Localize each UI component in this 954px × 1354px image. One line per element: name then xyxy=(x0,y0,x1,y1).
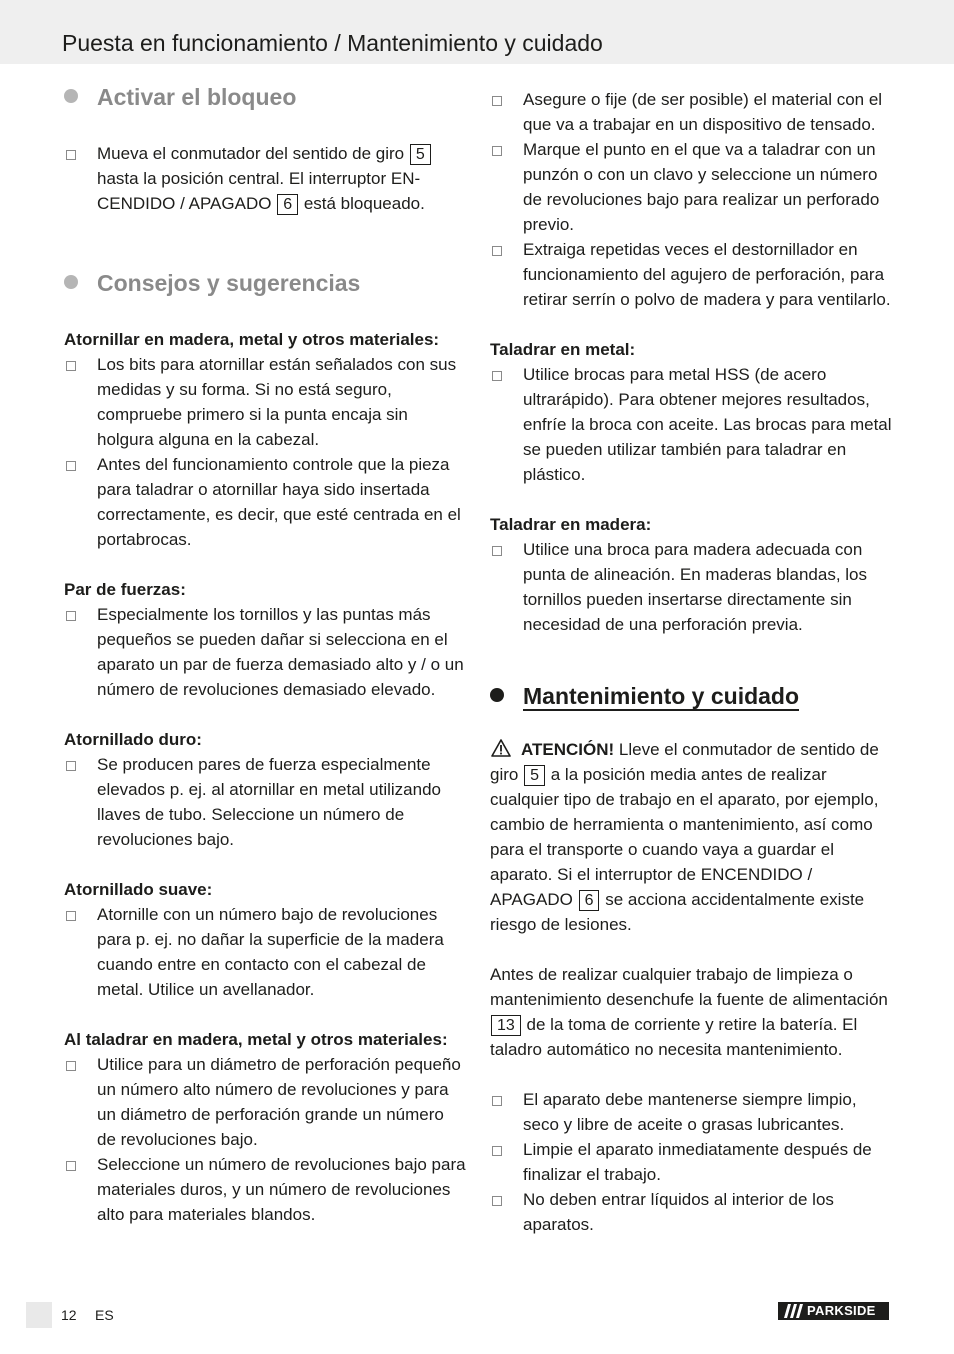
list-item: Utilice una broca para madera adecuada con punta de alineación. En maderas blandas, los tornillos pueden insertarse directamente sin necesidad de una perforación previa. xyxy=(490,537,892,637)
section-heading-lock: Activar el bloqueo xyxy=(64,80,466,114)
list-item: Los bits para atornillar están señalados con sus medidas y su forma. Si no está seguro, compruebe primero si la punta encaja sin holgura alguna en la cabezal. xyxy=(64,352,466,452)
checkbox-bullet-icon xyxy=(492,371,502,381)
checkbox-bullet-icon xyxy=(66,361,76,371)
bullet-dot-icon xyxy=(490,688,504,702)
checkbox-bullet-icon xyxy=(66,911,76,921)
subheading: Atornillar en madera, metal y otros materiales: xyxy=(64,330,440,349)
subheading: Taladrar en madera: xyxy=(490,515,652,534)
hard-list xyxy=(64,752,466,852)
list-item: Extraiga repetidas veces el destornillador en funcionamiento del agujero de perforación, para retirar serrín o polvo de madera y para ventilarlo. xyxy=(490,237,892,312)
list-item: Se producen pares de fuerza especialmente elevados p. ej. al atornillar en metal utilizando llaves de tubo. Seleccione un número de revoluciones bajo. xyxy=(64,752,466,852)
list-item: No deben entrar líquidos al interior de los aparatos. xyxy=(490,1187,892,1237)
list-item: Utilice para un diámetro de perforación pequeño un número alto número de revoluciones y para un diámetro de perforación grande un número de revoluciones bajo. xyxy=(64,1052,466,1152)
screw-wood-list xyxy=(64,352,466,552)
checkbox-bullet-icon xyxy=(492,1146,502,1156)
list-item: Seleccione un número de revoluciones bajo para materiales duros, y un número de revoluciones alto para materiales blandos. xyxy=(64,1152,466,1227)
list-item: Mueva el conmutador del sentido de giro 5 hasta la posición central. El interruptor EN-CENDIDO / APAGADO 6 está bloqueado. xyxy=(64,141,466,216)
wood-list xyxy=(490,537,892,637)
part-ref: 6 xyxy=(277,194,298,215)
parkside-logo xyxy=(778,1302,889,1320)
part-ref: 6 xyxy=(579,890,600,911)
list-item: Asegure o fije (de ser posible) el material con el que va a trabajar en un dispositivo de tensado. xyxy=(490,87,892,137)
checkbox-bullet-icon xyxy=(492,1096,502,1106)
list-item: El aparato debe mantenerse siempre limpio, seco y libre de aceite o grasas lubricantes. xyxy=(490,1087,892,1137)
lock-list xyxy=(64,141,466,216)
list-item: Limpie el aparato inmediatamente después de finalizar el trabajo. xyxy=(490,1137,892,1187)
torque-list xyxy=(64,602,466,702)
left-column xyxy=(64,80,466,1227)
subheading: Al taladrar en madera, metal y otros materiales: xyxy=(64,1030,448,1049)
checkbox-bullet-icon xyxy=(66,761,76,771)
bullet-dot-icon xyxy=(64,89,78,103)
checkbox-bullet-icon xyxy=(492,1196,502,1206)
subheading: Atornillado duro: xyxy=(64,730,202,749)
subheading: Taladrar en metal: xyxy=(490,340,636,359)
language-code: ES xyxy=(95,1307,114,1323)
soft-list xyxy=(64,902,466,1002)
checkbox-bullet-icon xyxy=(66,150,76,160)
part-ref: 5 xyxy=(524,765,545,786)
list-item: Antes del funcionamiento controle que la pieza para taladrar o atornillar haya sido insertada correctamente, es decir, que esté centrada en el portabrocas. xyxy=(64,452,466,552)
bullet-dot-icon xyxy=(64,275,78,289)
checkbox-bullet-icon xyxy=(492,96,502,106)
section-heading-maintenance: Mantenimiento y cuidado xyxy=(490,679,892,713)
page-title: Puesta en funcionamiento / Mantenimiento y cuidado xyxy=(62,30,603,56)
warning-triangle-icon xyxy=(491,739,511,757)
brand-name: PARKSIDE xyxy=(807,1303,876,1318)
checkbox-bullet-icon xyxy=(66,611,76,621)
warning-paragraph: ATENCIÓN! Lleve el conmutador de sentido de giro 5 a la posición media antes de realizar cualquier tipo de trabajo en el aparato, por ejemplo, cambio de herramienta o mantenimiento, así como para el transporte o cuando vaya a guardar el aparato. Si el interruptor de ENCENDIDO / APAGADO 6 se acciona accidentalmente existe riesgo de lesiones. xyxy=(490,740,879,934)
checkbox-bullet-icon xyxy=(66,461,76,471)
part-ref: 13 xyxy=(491,1015,521,1036)
list-item: Marque el punto en el que va a taladrar con un punzón o con un clavo y seleccione un número de revoluciones bajo para realizar un perforado previo. xyxy=(490,137,892,237)
part-ref: 5 xyxy=(410,144,431,165)
checkbox-bullet-icon xyxy=(66,1061,76,1071)
list-item: Utilice brocas para metal HSS (de acero ultrarápido). Para obtener mejores resultados, enfríe la broca con aceite. Las brocas para metal se pueden utilizar también para taladrar en plástico. xyxy=(490,362,892,487)
page-number: 12 xyxy=(61,1307,77,1323)
subheading: Par de fuerzas: xyxy=(64,580,186,599)
subheading: Atornillado suave: xyxy=(64,880,213,899)
list-item: Atornille con un número bajo de revoluciones para p. ej. no dañar la superficie de la madera cuando entre en contacto con el cabezal de metal. Utilice un avellanador. xyxy=(64,902,466,1002)
logo-stripes-icon xyxy=(784,1304,804,1318)
checkbox-bullet-icon xyxy=(492,146,502,156)
drilling-prep-list xyxy=(490,87,892,312)
right-column xyxy=(490,87,892,1237)
list-item: Especialmente los tornillos y las puntas más pequeños se pueden dañar si selecciona en el aparato un par de fuerza demasiado alto y / o un número de revoluciones demasiado elevado. xyxy=(64,602,466,702)
maintenance-list xyxy=(490,1087,892,1237)
drill-all-list xyxy=(64,1052,466,1227)
metal-list xyxy=(490,362,892,487)
section-heading-tips: Consejos y sugerencias xyxy=(64,266,466,300)
checkbox-bullet-icon xyxy=(492,246,502,256)
footer-marker xyxy=(26,1302,52,1328)
checkbox-bullet-icon xyxy=(492,546,502,556)
cleaning-paragraph: Antes de realizar cualquier trabajo de limpieza o mantenimiento desenchufe la fuente de alimentación 13 de la toma de corriente y retire la batería. El taladro automático no necesita mantenimiento. xyxy=(490,965,888,1059)
checkbox-bullet-icon xyxy=(66,1161,76,1171)
